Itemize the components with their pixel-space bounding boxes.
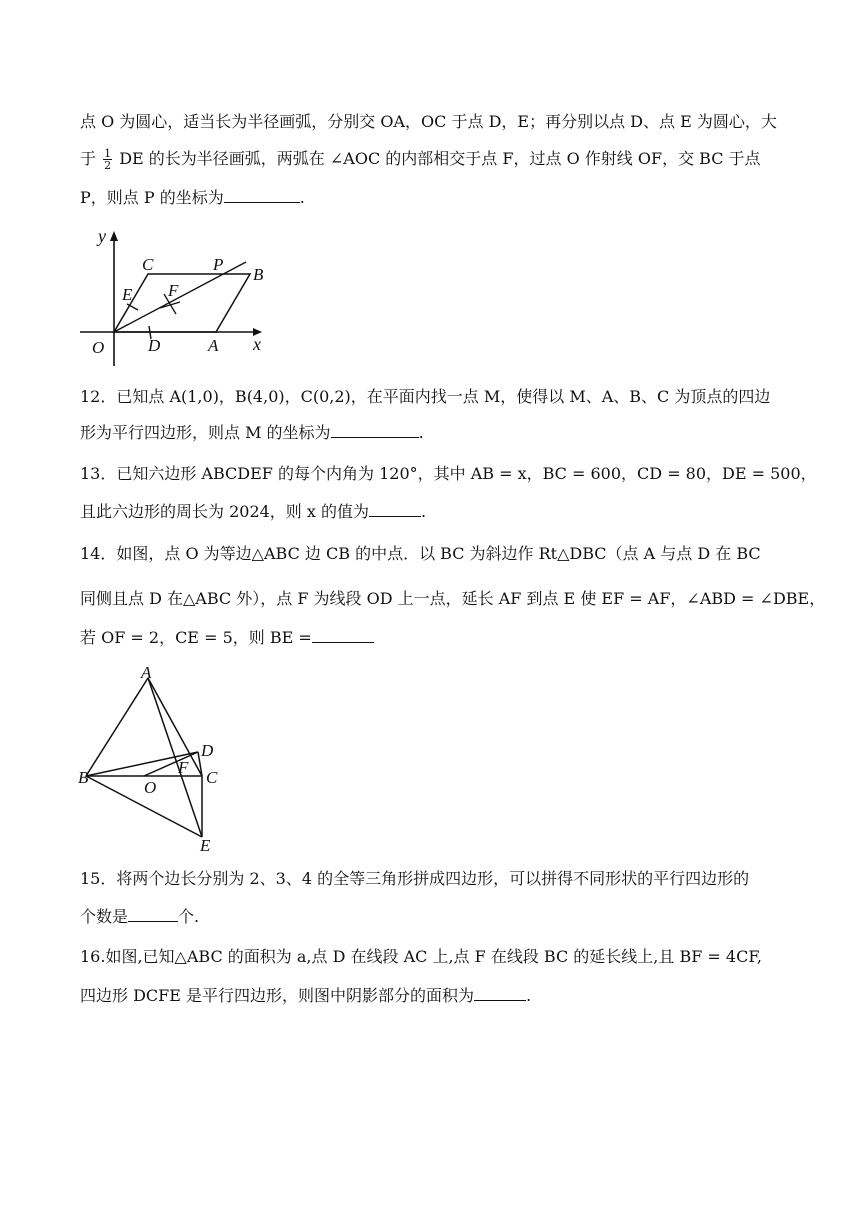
q15-line-2-end: 个. bbox=[178, 907, 200, 926]
answer-blank-q16[interactable] bbox=[474, 986, 526, 1001]
q11-line-3-end: . bbox=[299, 188, 305, 207]
answer-blank-q11[interactable] bbox=[224, 188, 300, 203]
y-axis-arrow-icon bbox=[110, 231, 118, 241]
label-d: D bbox=[201, 741, 214, 760]
q14-line-2: 同侧且点 D 在△ABC 外），点 F 为线段 OD 上一点，延长 AF 到点 E 使 EF = AF，∠ABD = ∠DBE， bbox=[80, 589, 826, 608]
figure-q11 bbox=[76, 222, 276, 372]
label-e: E bbox=[122, 285, 133, 304]
q13-line-2 bbox=[80, 501, 426, 523]
q11-line-1: 点 O 为圆心，适当长为半径画弧，分别交 OA，OC 于点 D，E；再分别以点 D、点 E 为圆心，大 bbox=[80, 112, 777, 131]
q13-line-2-text: 且此六边形的周长为 2024，则 x 的值为 bbox=[80, 502, 370, 521]
q12-line-1: 12．已知点 A(1,0)，B(4,0)，C(0,2)，在平面内找一点 M，使得以 M、A、B、C 为顶点的四边 bbox=[80, 387, 771, 406]
label-y: y bbox=[98, 226, 106, 246]
q11-line-3-text: P，则点 P 的坐标为 bbox=[80, 188, 224, 207]
q16-line-2-text: 四边形 DCFE 是平行四边形，则图中阴影部分的面积为 bbox=[80, 986, 475, 1005]
figure-q14 bbox=[74, 660, 234, 856]
q15-line-2 bbox=[80, 906, 199, 928]
q14-line-1: 14．如图，点 O 为等边△ABC 边 CB 的中点．以 BC 为斜边作 Rt△DBC（点 A 与点 D 在 BC bbox=[80, 544, 761, 563]
q15-line-2-text: 个数是 bbox=[80, 907, 129, 926]
q13-line-2-end: . bbox=[421, 502, 427, 521]
answer-blank-q14[interactable] bbox=[312, 628, 374, 643]
label-c: C bbox=[142, 255, 154, 274]
label-b: B bbox=[78, 768, 89, 787]
q12-line-2-end: . bbox=[418, 423, 424, 442]
half-fraction bbox=[103, 148, 112, 171]
segment-od bbox=[144, 752, 198, 776]
q11-line-3 bbox=[80, 187, 305, 209]
q16-line-2-end: . bbox=[526, 986, 532, 1005]
q16-line-2 bbox=[80, 985, 531, 1007]
q16-line-1: 16.如图,已知△ABC 的面积为 a,点 D 在线段 AC 上,点 F 在线段 BC 的延长线上,且 BF = 4CF, bbox=[80, 947, 763, 966]
label-d: D bbox=[148, 336, 161, 355]
label-f: F bbox=[168, 281, 179, 300]
segment-ab bbox=[86, 678, 148, 776]
answer-blank-q12[interactable] bbox=[331, 423, 419, 438]
label-o: O bbox=[92, 338, 105, 357]
answer-blank-q13[interactable] bbox=[369, 502, 421, 517]
label-c: C bbox=[206, 768, 218, 787]
label-a: A bbox=[208, 336, 219, 355]
label-x: x bbox=[253, 334, 261, 354]
q12-line-2-text: 形为平行四边形，则点 M 的坐标为 bbox=[80, 423, 331, 442]
fraction-denominator: 2 bbox=[104, 159, 112, 172]
fraction-numerator: 1 bbox=[104, 147, 112, 160]
parallelogram-oabc bbox=[114, 274, 250, 332]
q11-line-2-pre: 于 bbox=[80, 149, 97, 168]
label-p: P bbox=[213, 255, 224, 274]
q14-line-3 bbox=[80, 627, 374, 649]
q12-line-2 bbox=[80, 422, 424, 444]
q13-line-1: 13．已知六边形 ABCDEF 的每个内角为 120°，其中 AB = x，BC = 600，CD = 80，DE = 500， bbox=[80, 464, 817, 483]
label-e: E bbox=[200, 836, 211, 855]
q14-line-3-text: 若 OF = 2，CE = 5，则 BE = bbox=[80, 628, 312, 647]
answer-blank-q15[interactable] bbox=[128, 907, 178, 922]
label-b: B bbox=[253, 265, 264, 284]
label-a: A bbox=[141, 663, 152, 682]
q11-line-2 bbox=[80, 148, 761, 171]
q15-line-1: 15．将两个边长分别为 2、3、4 的全等三角形拼成四边形，可以拼得不同形状的平行四边形的 bbox=[80, 869, 750, 888]
q11-line-2-post: DE 的长为半径画弧，两弧在 ∠AOC 的内部相交于点 F，过点 O 作射线 OF，交 BC 于点 bbox=[119, 149, 761, 168]
label-f: F bbox=[178, 758, 189, 777]
label-o: O bbox=[144, 778, 157, 797]
